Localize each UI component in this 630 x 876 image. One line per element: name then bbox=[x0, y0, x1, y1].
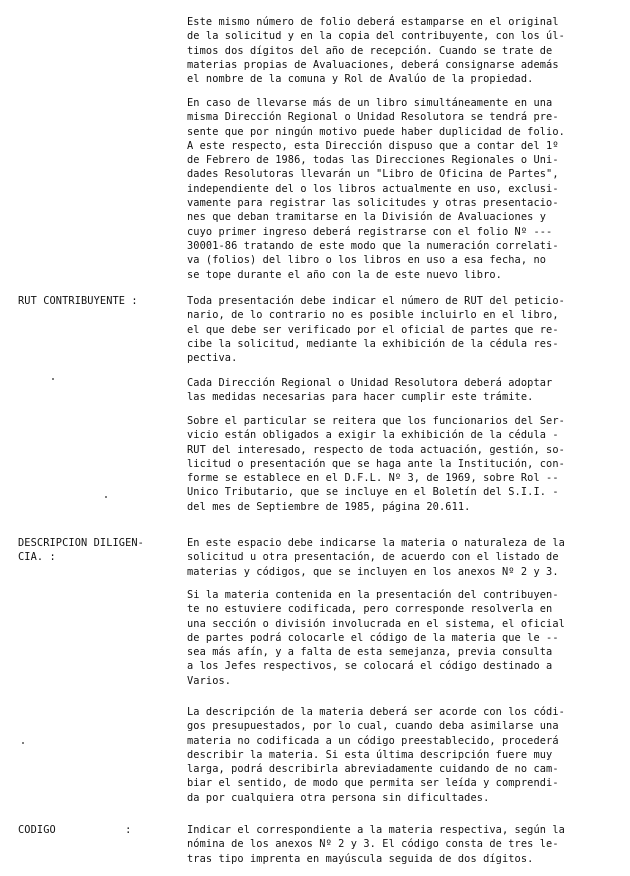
paragraph-folio-estampado: Este mismo número de folio deberá estamparse en el original de la solicitud y en la copia del contribuyente, con los úl- timos dos dígitos del año de recepción. Cuando se trate de materias propias de Avaluaciones, deberá consignarse además el nombre de la comuna y Rol de Avalúo de la propiedad. bbox=[187, 16, 565, 86]
section-label-rut-contribuyente: RUT CONTRIBUYENTE : bbox=[18, 295, 138, 307]
section-label-codigo: CODIGO : bbox=[18, 824, 132, 836]
paragraph-descripcion-materia: En este espacio debe indicarse la materia o naturaleza de la solicitud u otra presentación, de acuerdo con el listado de materias y códigos, que se incluyen en los anexos Nº 2 y 3. bbox=[187, 537, 565, 578]
paragraph-descripcion-acorde-codigos: La descripción de la materia deberá ser acorde con los códi- gos presupuestados, por lo cual, cuando deba asimilarse una materia no codificada a un código preestablecido, procederá describir la materia. Si esta última descripción fuere muy larga, podrá describirla abreviadamente cuidando de no cam- biar el sentido, de modo que permita ser leída y comprendi- da por cualquiera otra persona sin dificultades. bbox=[187, 706, 565, 804]
paragraph-libro-oficina-partes: En caso de llevarse más de un libro simultáneamente en una misma Dirección Regional o Unidad Resolutora se tendrá pre- sente que por ningún motivo puede haber duplicidad de folio. A este respecto, esta Dirección dispuso que a contar del 1º de Febrero de 1986, todas las Direcciones Regionales o Uni- dades Resolutoras llevarán un "Libro de Oficina de Partes", independiente del o los libros actualmente en uso, exclusi- vamente para registrar las solicitudes y otras presentacio- nes que deban tramitarse en la División de Avaluaciones y cuyo primer ingreso deberá registrarse con el folio Nº --- 30001-86 tratando de este modo que la numeración correlati- va (folios) del libro o los libros en uso a esa fecha, no se tope durante el año con la de este nuevo libro. bbox=[187, 97, 565, 281]
scan-speck bbox=[22, 742, 24, 744]
paragraph-rut-presentacion: Toda presentación debe indicar el número de RUT del peticio- nario, de lo contrario no es posible incluirlo en el libro, el que debe ser verificado por el oficial de partes que re- cibe la solicitud, mediante la exhibición de la cédula res- pectiva. bbox=[187, 295, 565, 365]
paragraph-rut-exhibicion-cedula: Sobre el particular se reitera que los funcionarios del Ser- vicio están obligados a exigir la exhibición de la cédula - RUT del interesado, respecto de toda actuación, gestión, so- licitud o presentación que se haga ante la Institución, con- forme se establece en el D.F.L. Nº 3, de 1969, sobre Rol -- Unico Tributario, que se incluye en el Boletín del S.I.I. - del mes de Septiembre de 1985, página 20.611. bbox=[187, 415, 565, 513]
paragraph-codigo-indicacion: Indicar el correspondiente a la materia respectiva, según la nómina de los anexos Nº 2 y 3. El código consta de tres le- tras tipo imprenta en mayúscula seguida de dos dígitos. bbox=[187, 824, 565, 865]
scan-speck bbox=[52, 378, 54, 380]
scan-speck bbox=[105, 496, 107, 498]
section-label-descripcion-diligencia: DESCRIPCION DILIGEN- CIA. : bbox=[18, 537, 144, 564]
paragraph-materia-no-codificada: Si la materia contenida en la presentación del contribuyen- te no estuviere codificada, pero corresponde resolverla en una sección o división involucrada en el sistema, el oficial de partes podrá colocarle el código de la materia que le -- sea más afín, y a falta de esta semejanza, previa consulta a los Jefes respectivos, se colocará el código destinado a Varios. bbox=[187, 589, 565, 687]
paragraph-rut-medidas: Cada Dirección Regional o Unidad Resolutora deberá adoptar las medidas necesarias para hacer cumplir este trámite. bbox=[187, 377, 553, 404]
